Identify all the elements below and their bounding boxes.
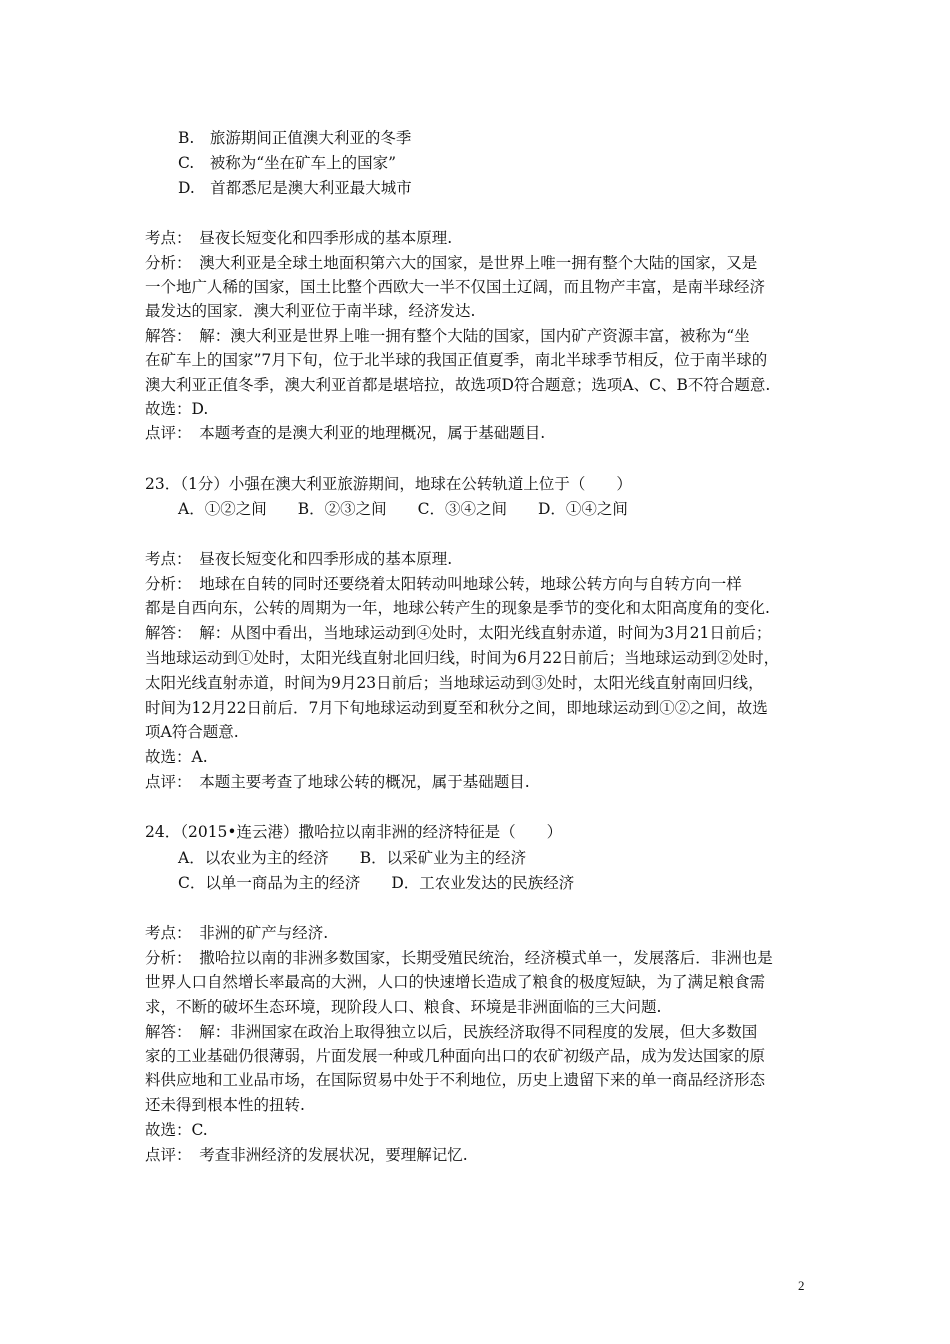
q23-options: A．①②之间 B．②③之间 C．③④之间 D．①④之间 (178, 500, 628, 518)
q24-guxuan: 故选：C. (145, 1121, 208, 1139)
q22-fenxi-line: 分析： 澳大利亚是全球土地面积第六大的国家，是世界上唯一拥有整个大陆的国家，又是 (145, 254, 758, 272)
q24-fenxi-line: 分析： 撒哈拉以南的非洲多数国家，长期受殖民统治，经济模式单一，发展落后．非洲也是 (145, 949, 773, 967)
q24-jieda-line: 家的工业基础仍很薄弱，片面发展一种或几种面向出口的农矿初级产品，成为发达国家的原 (145, 1047, 766, 1065)
q22-fenxi-line: 一个地广人稀的国家，国土比整个西欧大一半不仅国土辽阔，而且物产丰富，是南半球经济 (145, 278, 766, 296)
q23-dianping: 点评： 本题主要考查了地球公转的概况，属于基础题目. (145, 773, 530, 791)
q23-question: 23．（1分）小强在澳大利亚旅游期间，地球在公转轨道上位于（ ） (145, 475, 632, 493)
q23-jieda-line: 项A符合题意. (145, 723, 239, 741)
q23-jieda-line: 当地球运动到①处时，太阳光线直射北回归线，时间为6月22日前后；当地球运动到②处时， (145, 649, 780, 667)
q24-fenxi-line: 求，不断的破坏生态环境，现阶段人口、粮食、环境是非洲面临的三大问题. (145, 998, 662, 1016)
page-number: 2 (798, 1278, 805, 1293)
q22-fenxi-line: 最发达的国家．澳大利亚位于南半球，经济发达. (145, 302, 476, 320)
q22-option-c: C. 被称为“坐在矿车上的国家” (178, 154, 397, 172)
q24-jieda-line: 料供应地和工业品市场，在国际贸易中处于不利地位，历史上遗留下来的单一商品经济形态 (145, 1071, 766, 1089)
q22-kaodian: 考点： 昼夜长短变化和四季形成的基本原理. (145, 229, 453, 247)
q24-options-line: C．以单一商品为主的经济 D．工农业发达的民族经济 (178, 874, 575, 892)
q22-jieda-line: 澳大利亚正值冬季，澳大利亚首都是堪培拉，故选项D符合题意；选项A、C、B不符合题意. (145, 376, 771, 394)
q22-dianping: 点评： 本题考查的是澳大利亚的地理概况，属于基础题目. (145, 424, 546, 442)
q24-fenxi-line: 世界人口自然增长率最高的大洲，人口的快速增长造成了粮食的极度短缺，为了满足粮食需 (145, 973, 766, 991)
q23-jieda-line: 解答： 解：从图中看出，当地球运动到④处时，太阳光线直射赤道，时间为3月21日前后； (145, 624, 772, 642)
q24-kaodian: 考点： 非洲的矿产与经济. (145, 924, 329, 942)
q24-question: 24．（2015•连云港）撒哈拉以南非洲的经济特征是（ ） (145, 823, 563, 841)
q22-option-b: B. 旅游期间正值澳大利亚的冬季 (178, 129, 412, 147)
q24-dianping: 点评： 考查非洲经济的发展状况，要理解记忆. (145, 1146, 468, 1164)
q22-option-d: D. 首都悉尼是澳大利亚最大城市 (178, 179, 412, 197)
q23-jieda-line: 太阳光线直射赤道，时间为9月23日前后；当地球运动到③处时，太阳光线直射南回归线， (145, 674, 764, 692)
q23-guxuan: 故选：A. (145, 748, 208, 766)
q24-jieda-line: 解答： 解：非洲国家在政治上取得独立以后，民族经济取得不同程度的发展，但大多数国 (145, 1023, 758, 1041)
q23-fenxi-line: 分析： 地球在自转的同时还要绕着太阳转动叫地球公转，地球公转方向与自转方向一样 (145, 575, 742, 593)
q23-fenxi-line: 都是自西向东，公转的周期为一年，地球公转产生的现象是季节的变化和太阳高度角的变化. (145, 599, 770, 617)
q22-jieda-line: 在矿车上的国家”7月下旬，位于北半球的我国正值夏季，南北半球季节相反，位于南半球的 (145, 351, 768, 369)
q23-jieda-line: 时间为12月22日前后．7月下旬地球运动到夏至和秋分之间，即地球运动到①②之间，故选 (145, 699, 768, 717)
q24-jieda-line: 还未得到根本性的扭转. (145, 1096, 305, 1114)
q22-jieda-line: 解答： 解：澳大利亚是世界上唯一拥有整个大陆的国家，国内矿产资源丰富，被称为“坐 (145, 327, 750, 345)
q24-options-line: A．以农业为主的经济 B．以采矿业为主的经济 (178, 849, 527, 867)
q23-kaodian: 考点： 昼夜长短变化和四季形成的基本原理. (145, 550, 453, 568)
q22-guxuan: 故选：D. (145, 400, 209, 418)
